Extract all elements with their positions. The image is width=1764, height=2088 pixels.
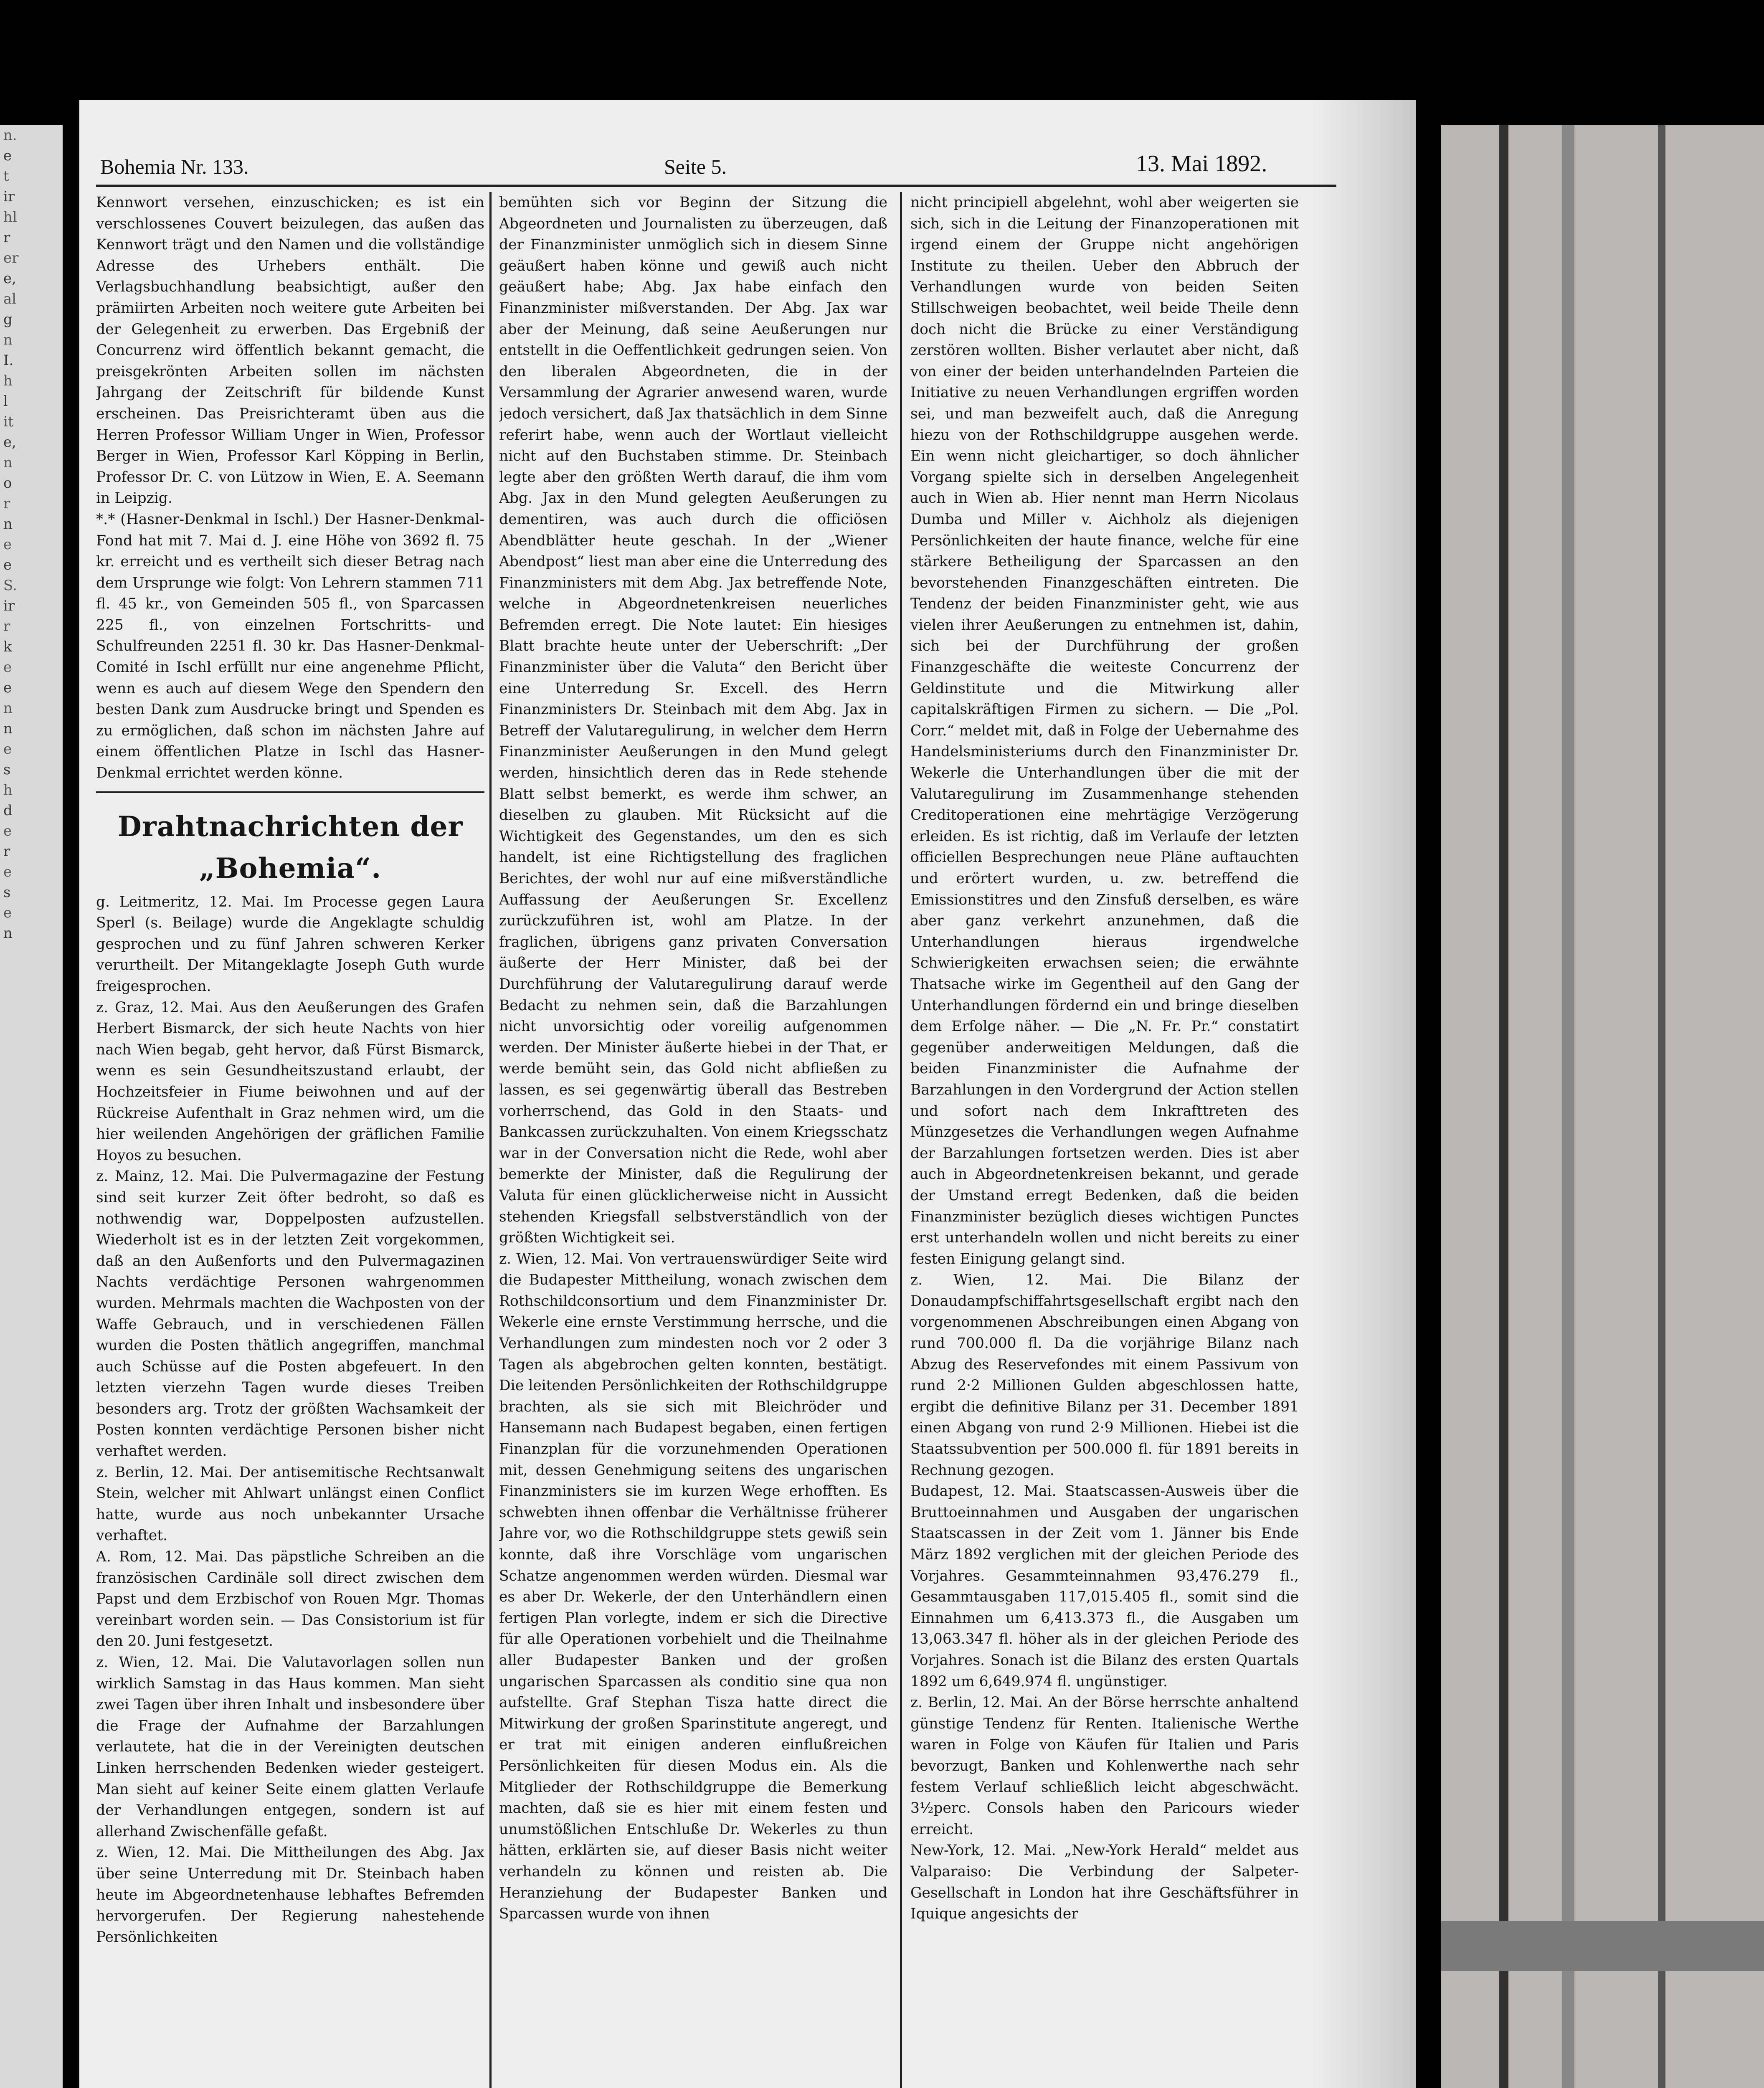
- margin-fragment: ir: [3, 598, 15, 614]
- adjacent-page-edge: [0, 125, 63, 2088]
- margin-fragment: e: [3, 147, 12, 164]
- margin-fragment: it: [3, 413, 14, 430]
- margin-fragment: e,: [3, 270, 16, 287]
- board-stripe: [1499, 125, 1508, 2088]
- margin-fragment: d: [3, 802, 13, 819]
- header-publication: Bohemia Nr. 133.: [100, 155, 249, 178]
- margin-fragment: n: [3, 454, 13, 471]
- margin-fragment: e,: [3, 434, 16, 451]
- margin-fragment: s: [3, 884, 11, 901]
- header-date: 13. Mai 1892.: [1136, 151, 1267, 177]
- margin-fragment: n: [3, 720, 13, 737]
- telegram-paragraph: g. Leitmeritz, 12. Mai. Im Processe gegen Laura Sperl (s. Beilage) wurde die Angeklagte schuldig gesprochen und zu fünf Jahren schweren Kerker verurtheilt. Der Mitangeklagte Joseph Guth wurde freigesprochen.: [96, 893, 484, 995]
- page-shadow: [1311, 100, 1416, 2088]
- margin-fragment: r: [3, 229, 10, 246]
- margin-fragment: er: [3, 250, 19, 266]
- telegram-paragraph: z. Wien, 12. Mai. Von vertrauenswürdiger Seite wird die Budapester Mittheilung, wonach zwischen dem Rothschildconsortium und dem Finanzminister Dr. Wekerle eine ernste Verstimmung herrsche, und die Verhandlungen zum mindesten noch vor 2 oder 3 Tagen als abgebrochen gelten konnten, bestätigt. Die leitenden Persönlichkeiten der Rothschildgruppe brachten, als sie sich mit Bleichröder und Hansemann nach Budapest begaben, einen fertigen Finanzplan für die vorzunehmenden Operationen mit, dessen Genehmigung seitens des ungarischen Finanzministers sie im kurzen Wege erhofften. Es schwebten ihnen offenbar die Verhältnisse früherer Jahre vor, wo die Rothschildgruppe stets gewiß sein konnte, daß ihre Vorschläge vom ungarischen Schatze angenommen werden würden. Diesmal war es aber Dr. Wekerle, der den Unterhändlern einen fertigen Plan vorlegte, indem er sich die Directive für alle Operationen vorbehielt und die Theilnahme aller Budapester Banken und der großen ungarischen Sparcassen als conditio sine qua non aufstellte. Graf Stephan Tisza hatte direct die Mitwirkung der großen Sparinstitute angeregt, und er trat mit einigen anderen einflußreichen Persönlichkeiten für diesen Modus ein. Als die Mitglieder der Rothschildgruppe die Bemerkung machten, daß sie es hier mit einem festen und unumstößlichen Entschluße Dr. Wekerles zu thun hätten, erklärten sie, auf dieser Basis nicht weiter verhandeln zu können und reisten ab. Die Heranziehung der Budapester Banken und Sparcassen wurde von ihnen: [499, 1250, 887, 1923]
- telegram-paragraph: z. Mainz, 12. Mai. Die Pulvermagazine der Festung sind seit kurzer Zeit öfter bedroht, so daß es nothwendig war, Doppelposten aufzustellen. Wiederholt ist es in der letzten Zeit vorgekommen, daß an den Außenforts und den Pulvermagazinen Nachts verdächtige Personen wahrgenommen wurden. Mehrmals machten die Wachposten von der Waffe Gebrauch, und in verschiedenen Fällen wurden die Posten thätlich angegriffen, manchmal auch Schüsse auf die Posten abgefeuert. In den letzten vierzehn Tagen wurde dieses Treiben besonders arg. Trotz der größten Wachsamkeit der Posten konnten verdächtige Personen bisher nicht verhaftet werden.: [96, 1168, 484, 1460]
- header-rule: [96, 185, 1336, 187]
- margin-fragment: h: [3, 782, 13, 798]
- margin-fragment: k: [3, 639, 12, 655]
- page-header: [79, 151, 1332, 188]
- header-page-number: Seite 5.: [664, 155, 727, 178]
- margin-fragment: e: [3, 905, 12, 921]
- margin-fragment: t: [3, 168, 9, 185]
- margin-fragment: e: [3, 536, 12, 553]
- telegram-paragraph: z. Berlin, 12. Mai. Der antisemitische Rechtsanwalt Stein, welcher mit Ahlwart unlängst einen Conflict hatte, wurde aus noch unbekannter Ursache verhaftet.: [96, 1464, 484, 1544]
- margin-fragment: n: [3, 925, 13, 942]
- column-2: [499, 192, 887, 2088]
- board-stripe: [1441, 1921, 1764, 1971]
- telegram-paragraph: z. Wien, 12. Mai. Die Valutavorlagen sollen nun wirklich Samstag in das Haus kommen. Man sieht zwei Tagen über ihren Inhalt und insbesondere über die Frage der Aufnahme der Barzahlungen verlautete, hat die in der Vereinigten deutschen Linken herrschenden Bedenken wieder gesteigert. Man sieht auf keiner Seite einem glatten Verlaufe der Verhandlungen entgegen, sondern ist auf allerhand Zwischenfälle gefaßt.: [96, 1654, 484, 1840]
- board-stripe: [1562, 125, 1574, 2088]
- margin-fragment: o: [3, 475, 12, 492]
- telegram-paragraph: A. Rom, 12. Mai. Das päpstliche Schreiben an die französischen Cardinäle soll direct zwischen dem Papst und dem Erzbischof von Rouen Mgr. Thomas vereinbart worden sein. — Das Consistorium ist für den 20. Juni festgesetzt.: [96, 1548, 484, 1650]
- telegram-paragraph: nicht principiell abgelehnt, wohl aber weigerten sie sich, sich in die Leitung der Finanzoperationen mit irgend einem der Gruppe nicht angehörigen Institute zu theilen. Ueber den Abbruch der Verhandlungen wurde von beiden Seiten Stillschweigen beobachtet, weil beide Theile denn doch nicht die Brücke zu einer Verständigung zerstören wollten. Bisher verlautet aber nicht, daß von einer der beiden unterhandelnden Parteien die Initiative zu neuen Verhandlungen ergriffen worden sei, und man bezweifelt auch, daß die Anregung hiezu von der Rothschildgruppe ausgehen werde. Ein wenn nicht gleichartiger, so doch ähnlicher Vorgang spielte sich in derselben Angelegenheit auch in Wien ab. Hier nennt man Herrn Nicolaus Dumba und Miller v. Aichholz als diejenigen Persönlichkeiten der haute finance, welche für eine stärkere Betheiligung der Sparcassen an den bevorstehenden Finanzgeschäften eintreten. Die Tendenz der beiden Finanzminister geht, wie aus vielen ihrer Aeußerungen zu entnehmen ist, dahin, sich bei der Durchführung der großen Finanzgeschäfte die weiteste Concurrenz der Geldinstitute und die Mitwirkung aller capitalskräftigen Firmen zu sichern. — Die „Pol. Corr.“ meldet mit, daß in Folge der Uebernahme des Handelsministeriums durch den Finanzminister Dr. Wekerle die Unterhandlungen über die mit der Valutaregulirung im Zusammenhange stehenden Creditoperationen eine mehrtägige Verzögerung erleiden. Es ist richtig, daß im Verlaufe der letzten officiellen Besprechungen neue Pläne auftauchten und erörtert wurden, u. zw. betreffend die Emissionstitres und den Zinsfuß derselben, es wäre aber ganz verkehrt anzunehmen, daß die Unterhandlungen hieraus irgendwelche Schwierigkeiten erwachsen seien; die erwähnte Thatsache wirke im Gegentheil auf den Gang der Unterhandlungen fördernd ein und bringe dieselben dem Erfolge näher. — Die „N. Fr. Pr.“ constatirt gegenüber anderweitigen Meldungen, daß die beiden Finanzminister die Aufnahme der Barzahlungen in den Vordergrund der Action stellen und sofort nach dem Inkrafttreten des Münzgesetzes die Verhandlungen wegen Aufnahme der Barzahlungen fortsetzen werden. Dies ist aber auch in Abgeordnetenkreisen bekannt, und gerade der Umstand erregt Bedenken, daß die beiden Finanzminister bezüglich dieses wichtigen Punctes erst unterhandeln wollen und nicht bereits zu einer festen Einigung gelangt sind.: [910, 194, 1299, 1267]
- margin-fragment: r: [3, 843, 10, 860]
- column-3: [910, 192, 1299, 2088]
- margin-fragment: al: [3, 291, 17, 307]
- column-rule: [900, 192, 902, 2088]
- margin-fragment: r: [3, 495, 10, 512]
- newspaper-page: [79, 100, 1416, 2088]
- margin-fragment: g: [3, 311, 13, 328]
- article-paragraph: *.* (Hasner-Denkmal in Ischl.) Der Hasner-Denkmal-Fond hat mit 7. Mai d. J. eine Höhe von 3692 fl. 75 kr. erreicht und es vertheilt sich dieser Betrag nach dem Ursprunge wie folgt: Von Lehrern stammen 711 fl. 45 kr., von Gemeinden 505 fl., von Sparcassen 225 fl., von einzelnen Fortschritts- und Schulfreunden 2251 fl. 30 kr. Das Hasner-Denkmal-Comité in Ischl erfüllt nur eine angenehme Pflicht, wenn es auch auf diesem Wege den Spendern den besten Dank zum Ausdrucke bringt und Spenden es zu ermöglichen, daß schon im nächsten Jahre auf einem öffentlichen Platze in Ischl das Hasner-Denkmal errichtet werden könne.: [96, 511, 484, 782]
- telegram-paragraph: New-York, 12. Mai. „New-York Herald“ meldet aus Valparaiso: Die Verbindung der Salpeter-Gesellschaft in London hat ihre Geschäftsführer in Iquique angesichts der: [910, 1842, 1299, 1923]
- margin-fragment: e: [3, 741, 12, 758]
- telegram-paragraph: z. Graz, 12. Mai. Aus den Aeußerungen des Grafen Herbert Bismarck, der sich heute Nachts von hier nach Wien begab, geht hervor, daß Fürst Bismarck, wenn es sein Gesundheitszustand erlaubt, der Hochzeitsfeier in Fiume beiwohnen und auf der Rückreise Aufenthalt in Graz nehmen wird, um die hier weilenden Angehörigen der gräflichen Familie Hoyos zu besuchen.: [96, 999, 484, 1164]
- margin-fragment: n: [3, 700, 13, 717]
- margin-fragment: e: [3, 679, 12, 696]
- telegram-paragraph: bemühten sich vor Beginn der Sitzung die Abgeordneten und Journalisten zu überzeugen, daß der Finanzminister unmöglich sich in diesem Sinne geäußert haben könne und gewiß auch nicht geäußert habe; Abg. Jax habe einfach den Finanzminister mißverstanden. Der Abg. Jax war aber der Meinung, daß seine Aeußerungen nur entstellt in die Oeffentlichkeit gedrungen seien. Von den liberalen Abgeordneten, die in der Versammlung der Agrarier anwesend waren, wurde jedoch versichert, daß Jax thatsächlich in dem Sinne referirt habe, wenn auch der Wortlaut vielleicht nicht auf den Buchstaben stimme. Dr. Steinbach legte aber den größten Werth darauf, die ihm vom Abg. Jax in den Mund gelegten Aeußerungen zu dementiren, was auch durch die officiösen Abendblätter heute geschah. In der „Wiener Abendpost“ liest man aber eine die Unterredung des Finanzministers mit dem Abg. Jax betreffende Note, welche in Abgeordnetenkreisen neuerliches Befremden erregt. Die Note lautet: Ein hiesiges Blatt brachte heute unter der Ueberschrift: „Der Finanzminister über die Valuta“ den Bericht über eine Unterredung Sr. Excell. des Herrn Finanzministers Dr. Steinbach mit dem Abg. Jax in Betreff der Valutaregulirung, in welcher dem Herrn Finanzminister Aeußerungen in den Mund gelegt werden, hinsichtlich deren das in Rede stehende Blatt selbst bemerkt, es werde ihm schwer, an dieselben zu glauben. Mit Rücksicht auf die Wichtigkeit des Gegenstandes, um den es sich handelt, ist eine Richtigstellung des fraglichen Berichtes, der wohl nur auf eine mißverständliche Auffassung der Aeußerungen Sr. Excellenz zurückzuführen ist, wohl am Platze. In der fraglichen, übrigens ganz privaten Conversation äußerte der Herr Minister, daß bei der Durchführung der Valutaregulirung darauf werde Bedacht zu nehmen sein, daß die Barzahlungen nicht unvorsichtig oder voreilig aufgenommen werden. Der Minister äußerte hiebei in der That, er werde bemüht sein, das Gold nicht abfließen zu lassen, es sei gegenwärtig überall das Bestreben vorherrschend, das Gold in den Staats- und Bankcassen zurückzuhalten. Von einem Kriegsschatz war in der Conversation nicht die Rede, wohl aber bemerkte der Minister, daß die Regulirung der Valuta für einen glücklicherweise nicht in Aussicht stehenden Kriegsfall selbstverständlich von der größten Wichtigkeit sei.: [499, 194, 887, 1247]
- margin-fragment: ir: [3, 188, 15, 205]
- section-heading: Drahtnachrichten der „Bohemia“.: [117, 810, 463, 884]
- telegram-paragraph: Budapest, 12. Mai. Staatscassen-Ausweis über die Bruttoeinnahmen und Ausgaben der ungarischen Staatscassen in der Zeit vom 1. Jänner bis Ende März 1892 verglichen mit der gleichen Periode des Vorjahres. Gesammteinnahmen 93,476.279 fl., Gesammtausgaben 117,015.405 fl., somit sind die Einnahmen um 6,413.373 fl., die Ausgaben um 13,063.347 fl. höher als in der gleichen Periode des Vorjahres. Sonach ist die Bilanz des ersten Quartals 1892 um 6,649.974 fl. ungünstiger.: [910, 1483, 1299, 1690]
- telegram-paragraph: z. Wien, 12. Mai. Die Bilanz der Donaudampfschiffahrtsgesellschaft ergibt nach den vorgenommenen Abschreibungen einen Abgang von rund 700.000 fl. Da die vorjährige Bilanz nach Abzug des Reservefondes mit einem Passivum von rund 2·2 Millionen Gulden abgeschlossen hatte, ergibt die definitive Bilanz per 31. December 1891 einen Abgang von rund 2·9 Millionen. Hiebei ist die Staatssubvention per 500.000 fl. für 1891 bereits in Rechnung gezogen.: [910, 1272, 1299, 1479]
- telegram-paragraph: z. Berlin, 12. Mai. An der Börse herrschte anhaltend günstige Tendenz für Renten. Italienische Werthe waren in Folge von Käufen für Italien und Paris bevorzugt, Banken und Kohlenwerthe nach sehr festem Verlauf schließlich leicht abgeschwächt. 3½perc. Consols haben den Paricours wieder erreicht.: [910, 1694, 1299, 1838]
- margin-fragment: hl: [3, 209, 17, 226]
- margin-fragment: r: [3, 618, 10, 635]
- margin-fragment: h: [3, 372, 13, 389]
- margin-fragment: I.: [3, 352, 14, 369]
- margin-fragment: s: [3, 761, 11, 778]
- margin-fragment: l: [3, 393, 8, 410]
- margin-fragment: S.: [3, 577, 17, 594]
- board-stripe: [1658, 125, 1665, 2088]
- telegram-paragraph: z. Wien, 12. Mai. Die Mittheilungen des Abg. Jax über seine Unterredung mit Dr. Steinbach haben heute im Abgeordnetenhause lebhaftes Befremden hervorgerufen. Der Regierung nahestehende Persönlichkeiten: [96, 1844, 484, 1946]
- margin-fragment: e: [3, 557, 12, 573]
- margin-fragment: n.: [3, 127, 17, 144]
- background-board: [1441, 125, 1764, 2088]
- margin-fragment: e: [3, 864, 12, 880]
- margin-fragment: e: [3, 823, 12, 839]
- margin-fragment: n: [3, 516, 13, 532]
- margin-fragment: e: [3, 659, 12, 676]
- column-1: [96, 192, 484, 2088]
- column-rule: [489, 192, 492, 2088]
- margin-fragment: n: [3, 332, 13, 348]
- article-paragraph: Kennwort versehen, einzuschicken; es ist ein verschlossenes Couvert beizulegen, das außen das Kennwort trägt und den Namen und die vollständige Adresse des Urhebers enthält. Die Verlagsbuchhandlung beabsichtigt, außer den prämiirten Arbeiten noch weitere gute Arbeiten bei der Gelegenheit zu erwerben. Das Ergebniß der Concurrenz wird öffentlich bekannt gemacht, die preisgekrönten Arbeiten sollen im nächsten Jahrgang der Zeitschrift für bildende Kunst erscheinen. Das Preisrichteramt üben aus die Herren Professor William Unger in Wien, Professor Berger in Wien, Professor Karl Köpping in Berlin, Professor Dr. C. von Lützow in Wien, E. A. Seemann in Leipzig.: [96, 194, 484, 507]
- section-rule: [96, 791, 484, 793]
